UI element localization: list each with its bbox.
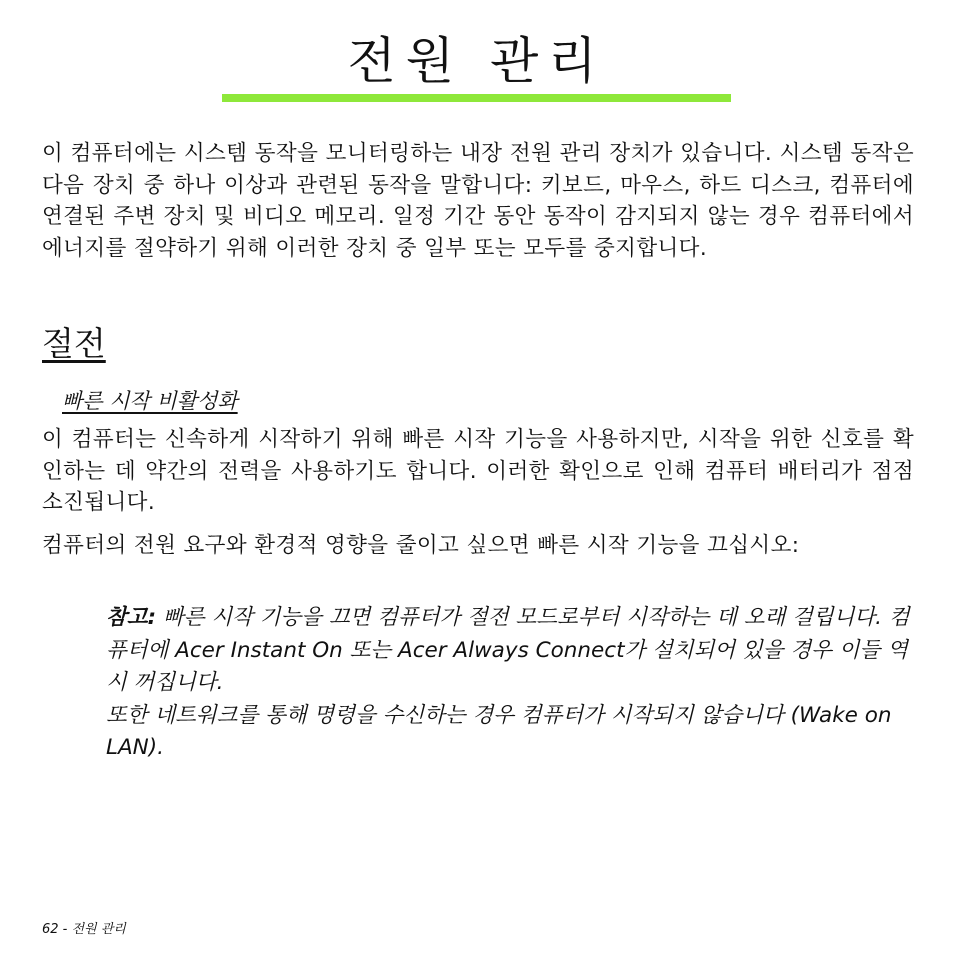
section-paragraph-2: 컴퓨터의 전원 요구와 환경적 영향을 줄이고 싶으면 빠른 시작 기능을 끄십시오: <box>42 533 800 558</box>
note-line-2: 또한 네트워크를 통해 명령을 수신하는 경우 컴퓨터가 시작되지 않습니다 (Wake on LAN). <box>106 702 892 760</box>
subheading: 빠른 시작 비활성화 <box>62 389 238 413</box>
section-paragraph-1: 이 컴퓨터는 신속하게 시작하기 위해 빠른 시작 기능을 사용하지만, 시작을 위한 신호를 확인하는 데 약간의 전력을 사용하기도 합니다. 이러한 확인으로 인해 컴퓨터 배터리가 점점 소진됩니다. <box>42 427 914 516</box>
note-line-1 <box>106 602 914 700</box>
page-footer: 62 - 전원 관리 <box>42 922 126 937</box>
section-heading: 절전 <box>42 324 106 363</box>
title-underline-bar <box>222 94 731 102</box>
note-text-1: 빠른 시작 기능을 끄면 컴퓨터가 절전 모드로부터 시작하는 데 오래 걸립니다. 컴퓨터에 Acer Instant On 또는 Acer Always Connect가 설치되어 있을 경우 이들 역시 꺼집니다. <box>106 605 910 695</box>
intro-paragraph: 이 컴퓨터에는 시스템 동작을 모니터링하는 내장 전원 관리 장치가 있습니다. 시스템 동작은 다음 장치 중 하나 이상과 관련된 동작을 말합니다: 키보드, 마우스, 하드 디스크, 컴퓨터에 연결된 주변 장치 및 비디오 메모리. 일정 기간 동안 동작이 감지되지 않는 경우 컴퓨터에서 에너지를 절약하기 위해 이러한 장치 중 일부 또는 모두를 중지합니다. <box>42 141 914 261</box>
note-block <box>106 602 914 765</box>
page-title: 전원 관리 <box>347 32 607 90</box>
note-label: 참고: <box>106 605 157 630</box>
